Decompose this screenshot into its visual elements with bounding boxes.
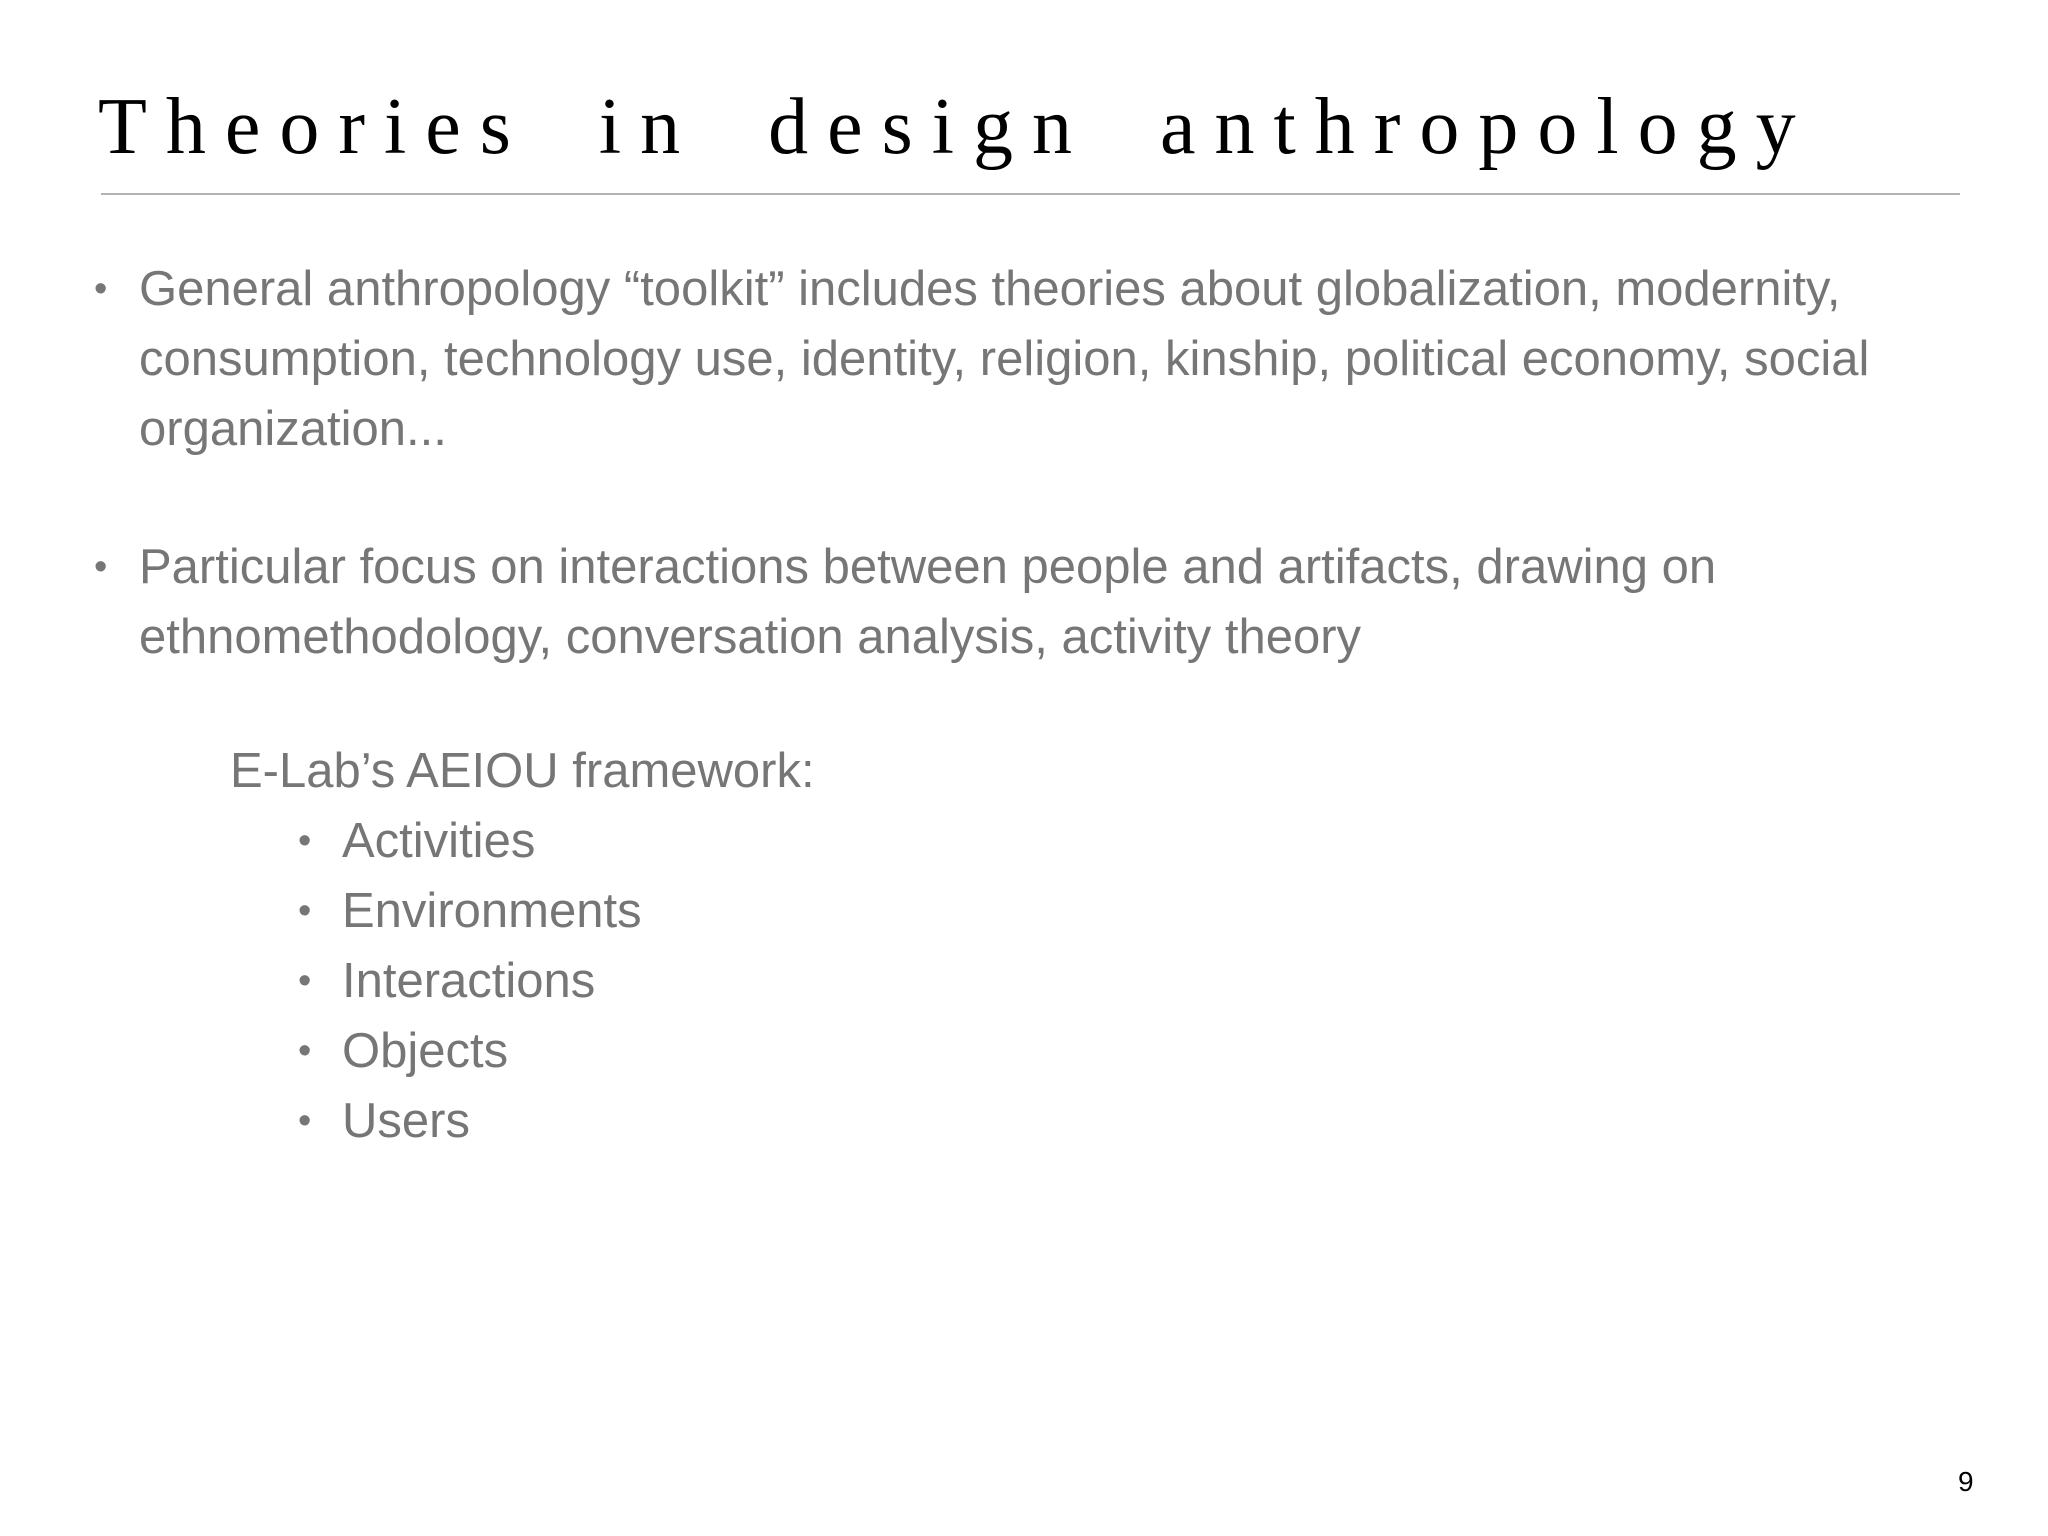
framework-item-objects bbox=[0, 1016, 2048, 1086]
sub-bullet-marker: • bbox=[298, 1100, 312, 1142]
sub-bullet-marker: • bbox=[298, 890, 312, 932]
bullet-marker: • bbox=[94, 546, 108, 588]
framework-list bbox=[0, 806, 2048, 1156]
framework-item-users bbox=[0, 1086, 2048, 1156]
bullet-marker: • bbox=[94, 268, 108, 310]
sub-bullet-marker: • bbox=[298, 820, 312, 862]
framework-item-activities bbox=[0, 806, 2048, 876]
framework-item-label: Objects bbox=[342, 1024, 509, 1078]
framework-item-label: Environments bbox=[342, 884, 642, 938]
page-number: 9 bbox=[1958, 1466, 1974, 1497]
framework-item-interactions bbox=[0, 946, 2048, 1016]
sub-bullet-marker: • bbox=[298, 960, 312, 1002]
bullet-text: Particular focus on interactions between people and artifacts, drawing on ethnomethodology, conversation analysis, activity theory bbox=[139, 540, 1717, 664]
sub-bullet-marker: • bbox=[298, 1030, 312, 1072]
framework-heading: E-Lab’s AEIOU framework: bbox=[230, 744, 815, 798]
framework-item-label: Activities bbox=[342, 814, 536, 868]
bullet-text: General anthropology “toolkit” includes theories about globalization, modernity, consumption, technology use, identity, religion, kinship, political economy, social organization... bbox=[139, 262, 1870, 456]
framework-item-label: Interactions bbox=[342, 954, 596, 1008]
framework-item-label: Users bbox=[342, 1094, 470, 1148]
slide-title: Theories in design anthropology bbox=[98, 83, 1815, 171]
framework-item-environments bbox=[0, 876, 2048, 946]
title-divider bbox=[101, 193, 1960, 195]
